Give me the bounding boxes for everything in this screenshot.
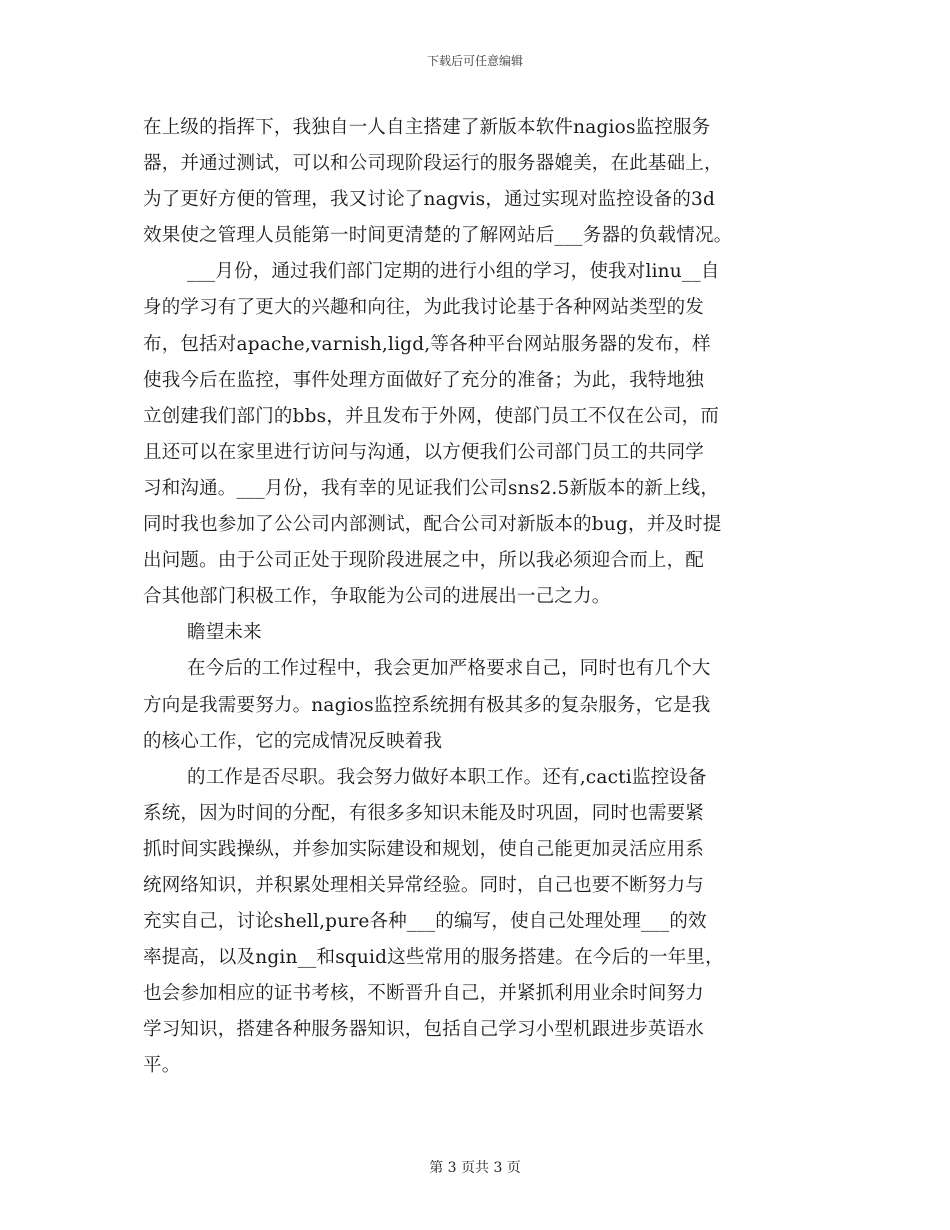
text-line: 学习知识，搭建各种服务器知识，包括自己学习小型机跟进步英语水 (143, 1019, 705, 1041)
text-line: 的核心工作，它的完成情况反映着我 (143, 730, 443, 752)
text-line: 出问题。由于公司正处于现阶段进展之中，所以我必须迎合而上，配 (143, 550, 705, 572)
text-line: 也会参加相应的证书考核，不断晋升自己，并紧抓利用业余时间努力 (143, 983, 705, 1005)
text-line: 方向是我需要努力。nagios监控系统拥有极其多的复杂服务，它是我 (143, 694, 711, 716)
text-line: ___月份，通过我们部门定期的进行小组的学习，使我对linu__自 (187, 261, 720, 283)
text-line: 使我今后在监控，事件处理方面做好了充分的准备；为此，我特地独 (143, 369, 705, 391)
document-body (143, 110, 823, 1085)
text-line: 统网络知识，并积累处理相关异常经验。同时，自己也要不断努力与 (143, 874, 705, 896)
text-line: 抓时间实践操纵，并参加实际建设和规划，使自己能更加灵活应用系 (143, 838, 705, 860)
page-footer: 第 3 页共 3 页 (429, 1160, 521, 1176)
text-line: 充实自己，讨论shell,pure各种___的编写，使自己处理处理___的效 (143, 911, 707, 933)
text-line: 率提高，以及ngin__和squid这些常用的服务搭建。在今后的一年里， (143, 947, 724, 969)
text-line: 为了更好方便的管理，我又讨论了nagvis，通过实现对监控设备的3d (143, 189, 716, 211)
text-line: 布，包括对apache,varnish,ligd,等各种平台网站服务器的发布，样 (143, 333, 711, 355)
text-line: 的工作是否尽职。我会努力做好本职工作。还有,cacti监控设备 (187, 766, 707, 788)
text-line: 合其他部门积极工作，争取能为公司的进展出一己之力。 (143, 586, 611, 608)
text-line: 习和沟通。___月份，我有幸的见证我们公司sns2.5新版本的新上线， (143, 477, 720, 499)
text-line: 瞻望未来 (187, 622, 262, 644)
text-line: 在今后的工作过程中，我会更加严格要求自己，同时也有几个大 (187, 658, 711, 680)
text-line: 平。 (143, 1055, 181, 1077)
page-header: 下载后可任意编辑 (426, 54, 523, 68)
text-line: 效果使之管理人员能第一时间更清楚的了解网站后___务器的负载情况。 (143, 225, 733, 247)
text-line: 身的学习有了更大的兴趣和向往，为此我讨论基于各种网站类型的发 (143, 297, 705, 319)
text-line: 立创建我们部门的bbs，并且发布于外网，使部门员工不仅在公司，而 (143, 405, 720, 427)
text-line: 系统，因为时间的分配，有很多多知识未能及时巩固，同时也需要紧 (143, 802, 705, 824)
text-line: 在上级的指挥下，我独自一人自主搭建了新版本软件nagios监控服务 (143, 117, 711, 138)
text-line: 器，并通过测试，可以和公司现阶段运行的服务器媲美，在此基础上， (143, 153, 723, 175)
text-line: 且还可以在家里进行访问与沟通，以方便我们公司部门员工的共同学 (143, 441, 705, 463)
text-line: 同时我也参加了公公司内部测试，配合公司对新版本的bug，并及时提 (143, 514, 722, 536)
